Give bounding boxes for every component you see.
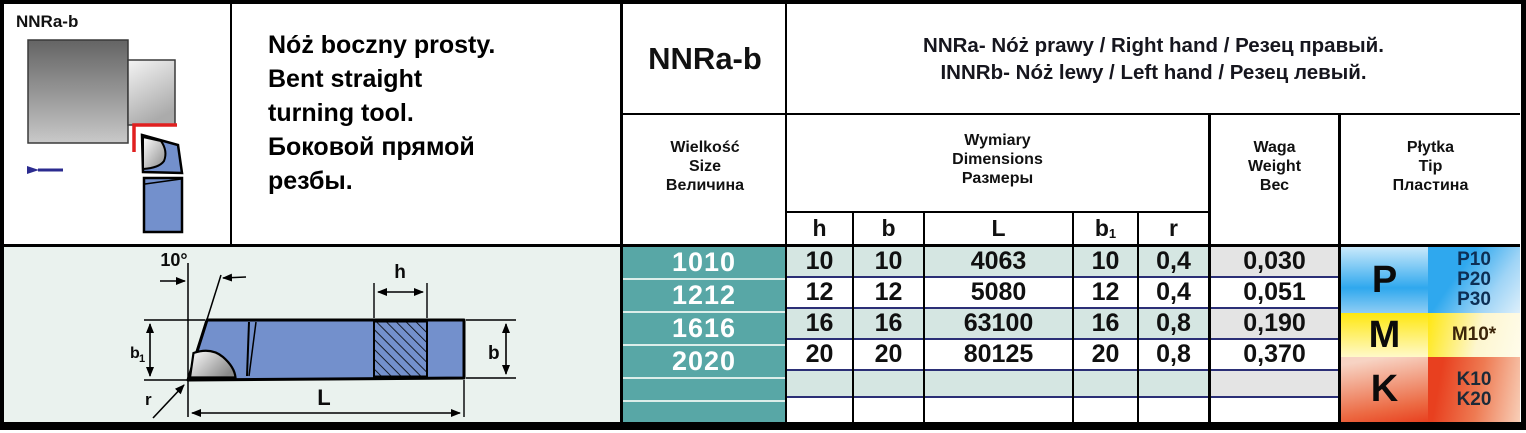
- subheader-r: r: [1169, 215, 1178, 241]
- L-label: L: [317, 385, 331, 410]
- b1-cell: 20: [1074, 338, 1137, 369]
- L-cell: 63 100: [925, 307, 1072, 338]
- weight-cell: 0,051: [1211, 276, 1338, 307]
- grade-letter-m: M: [1341, 313, 1428, 357]
- grade-values-p: P10 P20 P30: [1428, 247, 1520, 313]
- grade-values-k: K10 K20: [1428, 357, 1520, 422]
- description-line: резбы.: [268, 167, 353, 195]
- b-cell: 12: [854, 276, 923, 307]
- left-hand-line: INNRb- Nóż lewy / Left hand / Резец левый.: [940, 60, 1367, 84]
- size-cell: 1212: [623, 278, 785, 311]
- L-cell: 80 125: [925, 338, 1072, 369]
- subheader-b: b: [881, 215, 896, 241]
- size-cell: 1616: [623, 311, 785, 344]
- grade-values-m: M10*: [1428, 313, 1520, 357]
- L-cell: 50 80: [925, 276, 1072, 307]
- b-cell: 20: [854, 338, 923, 369]
- b1-cell: 16: [1074, 307, 1137, 338]
- subheader-L: L: [991, 215, 1006, 241]
- weight-cell: 0,370: [1211, 338, 1338, 369]
- b-cell: 16: [854, 307, 923, 338]
- description-line: turning tool.: [268, 99, 414, 127]
- column-header-weight: Waga Weight Вес: [1247, 139, 1302, 194]
- subheader-h: h: [812, 215, 827, 241]
- angle-label: 10°: [160, 250, 188, 270]
- grade-letter-p: P: [1341, 247, 1428, 313]
- b-cell: 10: [854, 247, 923, 276]
- L-cell: 40 63: [925, 247, 1072, 276]
- description-line: Bent straight: [268, 65, 423, 93]
- description-line: Боковой прямой: [268, 133, 475, 161]
- tool-code-label: NNRa-b: [16, 12, 79, 31]
- size-cell: 1010: [623, 247, 785, 278]
- subheader-b1: b $_1$: [1094, 215, 1117, 241]
- b-label: b: [488, 343, 500, 364]
- h-cell: 10: [787, 247, 852, 276]
- grade-letter-k: K: [1341, 357, 1428, 422]
- size-cell: 2020: [623, 344, 785, 377]
- b1-cell: 12: [1074, 276, 1137, 307]
- column-header-size: Wielkość Size Величина: [665, 139, 745, 194]
- r-cell: 0,4: [1139, 276, 1208, 307]
- column-header-tip: Płytka Tip Пластина: [1392, 139, 1469, 194]
- weight-cell: 0,030: [1211, 247, 1338, 276]
- tool-code-cell: NNRa-b: [648, 40, 762, 76]
- b1-cell: 10: [1074, 247, 1137, 276]
- r-label: r: [145, 390, 152, 409]
- h-label: h: [394, 262, 406, 283]
- right-hand-line: NNRa- Nóż prawy / Right hand / Резец правый.: [923, 33, 1384, 57]
- column-header-dimensions: Wymiary Dimensions Размеры: [952, 131, 1043, 187]
- b1-label-sub: 1: [139, 353, 146, 365]
- h-cell: 16: [787, 307, 852, 338]
- h-cell: 12: [787, 276, 852, 307]
- b1-label: b: [130, 345, 140, 362]
- description-line: Nóż boczny prosty.: [268, 31, 496, 59]
- r-cell: 0,8: [1139, 338, 1208, 369]
- r-cell: 0,4: [1139, 247, 1208, 276]
- r-cell: 0,8: [1139, 307, 1208, 338]
- weight-cell: 0,190: [1211, 307, 1338, 338]
- h-cell: 20: [787, 338, 852, 369]
